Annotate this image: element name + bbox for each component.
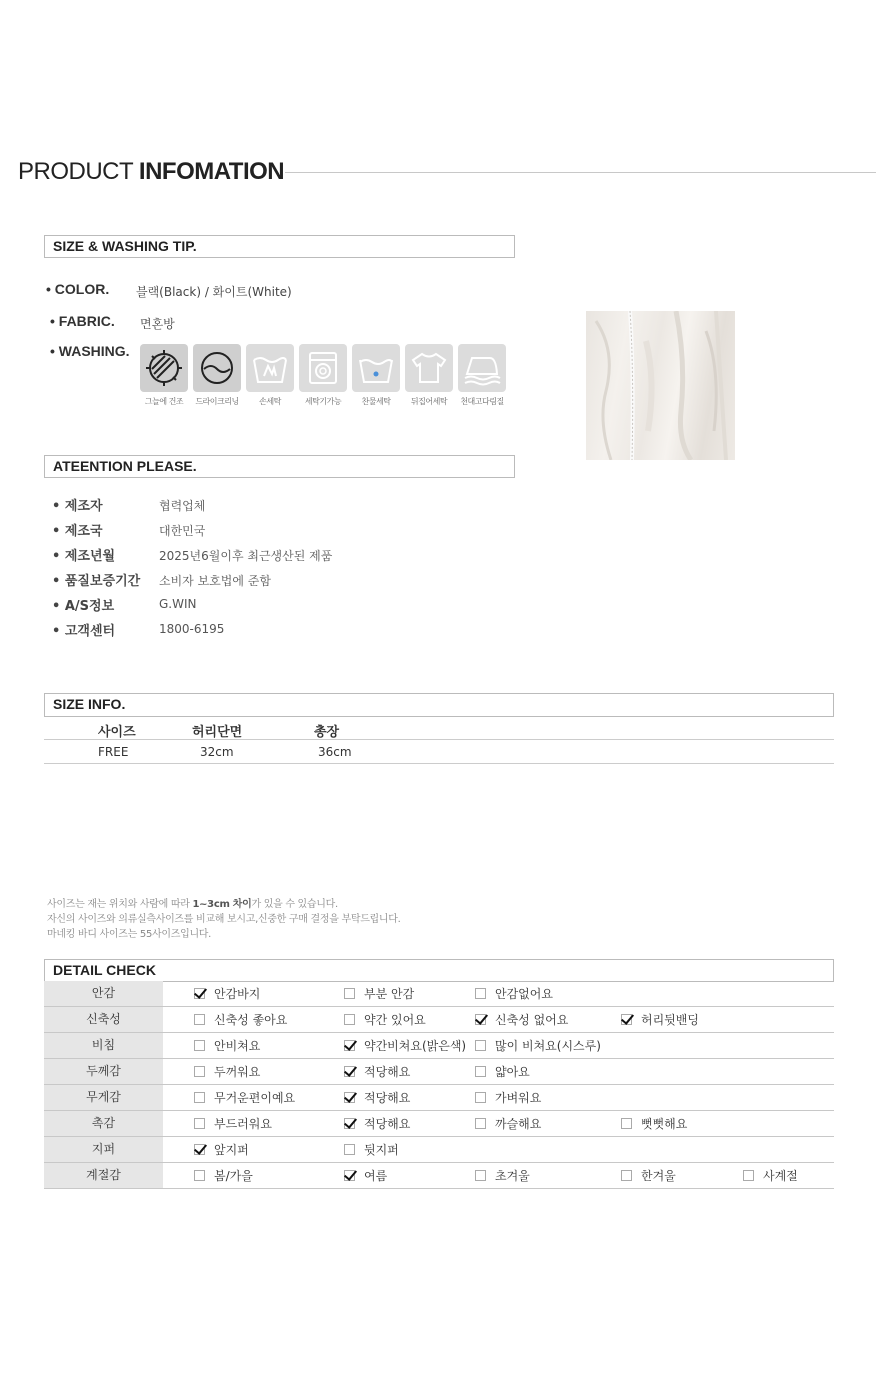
wash-item bbox=[352, 344, 400, 407]
checkbox-checked[interactable] bbox=[194, 1144, 205, 1155]
detail-option-label: 약간비쳐요(밝은색) bbox=[364, 1039, 467, 1053]
note-line bbox=[47, 897, 401, 912]
page-title bbox=[18, 158, 284, 186]
title-divider bbox=[285, 172, 876, 173]
cold-wash-icon bbox=[352, 344, 400, 392]
wash-item bbox=[193, 344, 241, 407]
detail-option-label: 많이 비쳐요(시스루) bbox=[495, 1039, 601, 1053]
size-header-cell: 허리단면 bbox=[192, 725, 243, 740]
detail-option[interactable] bbox=[194, 1033, 260, 1058]
attention-value: 대한민국 bbox=[159, 524, 206, 538]
checkbox-checked[interactable] bbox=[344, 1040, 355, 1051]
wash-label: 세탁기가능 bbox=[304, 397, 342, 406]
detail-option[interactable] bbox=[194, 1007, 287, 1032]
checkbox[interactable] bbox=[475, 1040, 486, 1051]
attention-heading: ATEENTION PLEASE. bbox=[44, 455, 515, 478]
size-table bbox=[44, 716, 834, 764]
washing-label: • WASHING. bbox=[50, 343, 130, 359]
detail-option-label: 신축성 좋아요 bbox=[214, 1013, 288, 1027]
checkbox[interactable] bbox=[475, 1092, 486, 1103]
detail-option[interactable] bbox=[475, 1033, 601, 1058]
checkbox[interactable] bbox=[621, 1170, 632, 1181]
detail-option[interactable] bbox=[194, 1111, 272, 1136]
checkbox-checked[interactable] bbox=[621, 1014, 632, 1025]
detail-option-label: 약간 있어요 bbox=[364, 1013, 426, 1027]
detail-option[interactable] bbox=[621, 1007, 699, 1032]
detail-option-label: 한겨울 bbox=[641, 1169, 676, 1183]
table-row bbox=[44, 1085, 834, 1111]
product-photo bbox=[586, 311, 735, 460]
attention-value: 2025년6월이후 최근생산된 제품 bbox=[159, 549, 333, 563]
detail-option[interactable] bbox=[475, 1163, 530, 1188]
detail-option[interactable] bbox=[194, 981, 260, 1006]
size-washing-heading: SIZE & WASHING TIP. bbox=[44, 235, 515, 258]
iron-cloth-icon bbox=[458, 344, 506, 392]
machine-wash-icon bbox=[299, 344, 347, 392]
detail-row-label: 무게감 bbox=[44, 1085, 163, 1110]
checkbox[interactable] bbox=[194, 1066, 205, 1077]
detail-option[interactable] bbox=[194, 1163, 253, 1188]
wash-label: 그늘에 건조 bbox=[144, 397, 184, 406]
size-info-heading: SIZE INFO. bbox=[44, 693, 834, 717]
detail-option-label: 안감없어요 bbox=[495, 987, 553, 1001]
size-cell: 36cm bbox=[318, 745, 352, 759]
detail-option-label: 적당해요 bbox=[364, 1065, 411, 1079]
wash-label: 드라이크리닝 bbox=[195, 397, 239, 406]
detail-option-label: 두꺼워요 bbox=[214, 1065, 261, 1079]
detail-option[interactable] bbox=[475, 1111, 541, 1136]
detail-option[interactable] bbox=[344, 1059, 410, 1084]
attention-value: 1800-6195 bbox=[159, 622, 225, 636]
table-row bbox=[44, 1059, 834, 1085]
detail-option-label: 까슬해요 bbox=[495, 1117, 542, 1131]
table-row bbox=[44, 1163, 834, 1189]
detail-option[interactable] bbox=[743, 1163, 798, 1188]
table-row bbox=[44, 1137, 834, 1163]
checkbox[interactable] bbox=[194, 1092, 205, 1103]
detail-option[interactable] bbox=[344, 1007, 426, 1032]
wash-item bbox=[405, 344, 453, 407]
detail-row-label: 비침 bbox=[44, 1033, 163, 1058]
checkbox[interactable] bbox=[475, 1066, 486, 1077]
fabric-value: 면혼방 bbox=[140, 317, 175, 331]
wash-icons bbox=[140, 344, 506, 407]
checkbox[interactable] bbox=[194, 1170, 205, 1181]
checkbox-checked[interactable] bbox=[344, 1118, 355, 1129]
size-cell: 32cm bbox=[200, 745, 234, 759]
detail-option[interactable] bbox=[194, 1085, 295, 1110]
detail-option[interactable] bbox=[344, 1033, 466, 1058]
detail-option[interactable] bbox=[475, 1059, 530, 1084]
table-row bbox=[44, 1033, 834, 1059]
checkbox[interactable] bbox=[475, 1118, 486, 1129]
checkbox-checked[interactable] bbox=[344, 1066, 355, 1077]
detail-table bbox=[44, 981, 834, 1189]
detail-row-label: 안감 bbox=[44, 981, 163, 1006]
table-row bbox=[44, 740, 834, 764]
detail-option-label: 뻣뻣해요 bbox=[641, 1117, 688, 1131]
checkbox[interactable] bbox=[743, 1170, 754, 1181]
detail-option-label: 얇아요 bbox=[495, 1065, 530, 1079]
inside-out-icon bbox=[405, 344, 453, 392]
wash-label: 뒤집어세탁 bbox=[410, 397, 448, 406]
detail-option[interactable] bbox=[475, 1007, 568, 1032]
checkbox[interactable] bbox=[344, 988, 355, 999]
detail-option-label: 부드러워요 bbox=[214, 1117, 272, 1131]
detail-option-label: 앞지퍼 bbox=[214, 1143, 249, 1157]
detail-option-label: 신축성 없어요 bbox=[495, 1013, 569, 1027]
checkbox[interactable] bbox=[344, 1014, 355, 1025]
checkbox-checked[interactable] bbox=[344, 1170, 355, 1181]
detail-option[interactable] bbox=[621, 1111, 687, 1136]
note-text: 가 있을 수 있습니다. bbox=[251, 899, 338, 910]
detail-option-label: 초겨울 bbox=[495, 1169, 530, 1183]
size-notes bbox=[47, 897, 401, 942]
detail-option[interactable] bbox=[475, 981, 553, 1006]
checkbox-checked[interactable] bbox=[475, 1014, 486, 1025]
detail-option-label: 무거운편이예요 bbox=[214, 1091, 296, 1105]
checkbox[interactable] bbox=[475, 988, 486, 999]
detail-row-label: 계절감 bbox=[44, 1163, 163, 1188]
attention-value: G.WIN bbox=[159, 597, 197, 611]
detail-check-heading: DETAIL CHECK bbox=[44, 959, 834, 982]
dry-clean-icon bbox=[193, 344, 241, 392]
detail-row-label: 지퍼 bbox=[44, 1137, 163, 1162]
detail-option[interactable] bbox=[344, 1137, 399, 1162]
wash-item bbox=[140, 344, 188, 407]
detail-option[interactable] bbox=[475, 1085, 541, 1110]
color-value: 블랙(Black) / 화이트(White) bbox=[136, 285, 292, 299]
detail-row-label: 촉감 bbox=[44, 1111, 163, 1136]
fabric-label: • FABRIC. bbox=[50, 313, 115, 329]
wash-label: 찬물세탁 bbox=[361, 397, 391, 406]
detail-option-label: 적당해요 bbox=[364, 1091, 411, 1105]
checkbox[interactable] bbox=[194, 1118, 205, 1129]
size-header-cell: 총장 bbox=[314, 725, 340, 740]
detail-option[interactable] bbox=[344, 981, 414, 1006]
size-header-cell: 사이즈 bbox=[98, 725, 136, 740]
detail-option-label: 사계절 bbox=[763, 1169, 798, 1183]
attention-label: • 제조국 bbox=[52, 524, 103, 539]
attention-value: 협력업체 bbox=[159, 499, 206, 513]
checkbox[interactable] bbox=[194, 1014, 205, 1025]
attention-label: • 품질보증기간 bbox=[52, 574, 141, 589]
checkbox[interactable] bbox=[621, 1118, 632, 1129]
attention-label: • 제조년월 bbox=[52, 549, 116, 564]
attention-label: • 제조자 bbox=[52, 499, 103, 514]
detail-option-label: 안감바지 bbox=[214, 987, 261, 1001]
note-emphasis: 1~3cm 차이 bbox=[192, 899, 252, 910]
detail-option-label: 적당해요 bbox=[364, 1117, 411, 1131]
attention-label: • 고객센터 bbox=[52, 624, 116, 639]
color-label: • COLOR. bbox=[46, 281, 110, 297]
size-cell: FREE bbox=[98, 745, 129, 759]
attention-value: 소비자 보호법에 준함 bbox=[159, 574, 271, 588]
checkbox-checked[interactable] bbox=[344, 1092, 355, 1103]
checkbox[interactable] bbox=[194, 1040, 205, 1051]
attention-label: • A/S정보 bbox=[52, 599, 115, 614]
table-row bbox=[44, 981, 834, 1007]
shade-dry-icon bbox=[140, 344, 188, 392]
note-line: 마네킹 바디 사이즈는 55사이즈입니다. bbox=[47, 929, 212, 940]
hand-wash-icon bbox=[246, 344, 294, 392]
detail-option[interactable] bbox=[344, 1163, 387, 1188]
detail-option-label: 가벼워요 bbox=[495, 1091, 542, 1105]
detail-option[interactable] bbox=[344, 1111, 410, 1136]
detail-option-label: 여름 bbox=[364, 1169, 388, 1183]
table-row bbox=[44, 1111, 834, 1137]
note-line: 자신의 사이즈와 의류실측사이즈를 비교해 보시고,신중한 구매 결정을 부탁드립니다. bbox=[47, 914, 401, 925]
checkbox-checked[interactable] bbox=[194, 988, 205, 999]
detail-option-label: 허리뒷밴딩 bbox=[641, 1013, 699, 1027]
detail-option[interactable] bbox=[621, 1163, 676, 1188]
detail-row-label: 신축성 bbox=[44, 1007, 163, 1032]
wash-label: 손세탁 bbox=[259, 397, 281, 406]
detail-option-label: 봄/가을 bbox=[214, 1169, 253, 1183]
page-title-light: PRODUCT bbox=[18, 158, 139, 185]
page-title-bold: INFOMATION bbox=[138, 158, 285, 185]
detail-option-label: 뒷지퍼 bbox=[364, 1143, 399, 1157]
detail-option-label: 안비쳐요 bbox=[214, 1039, 261, 1053]
wash-item bbox=[458, 344, 506, 407]
wash-item bbox=[246, 344, 294, 407]
note-text: 사이즈는 재는 위치와 사람에 따라 bbox=[47, 899, 193, 910]
wash-label: 천대고다림질 bbox=[460, 397, 504, 406]
detail-option[interactable] bbox=[194, 1059, 260, 1084]
size-table-header bbox=[44, 716, 834, 740]
detail-row-label: 두께감 bbox=[44, 1059, 163, 1084]
checkbox[interactable] bbox=[344, 1144, 355, 1155]
detail-option[interactable] bbox=[344, 1085, 410, 1110]
table-row bbox=[44, 1007, 834, 1033]
wash-item bbox=[299, 344, 347, 407]
checkbox[interactable] bbox=[475, 1170, 486, 1181]
detail-option-label: 부분 안감 bbox=[364, 987, 415, 1001]
detail-option[interactable] bbox=[194, 1137, 249, 1162]
